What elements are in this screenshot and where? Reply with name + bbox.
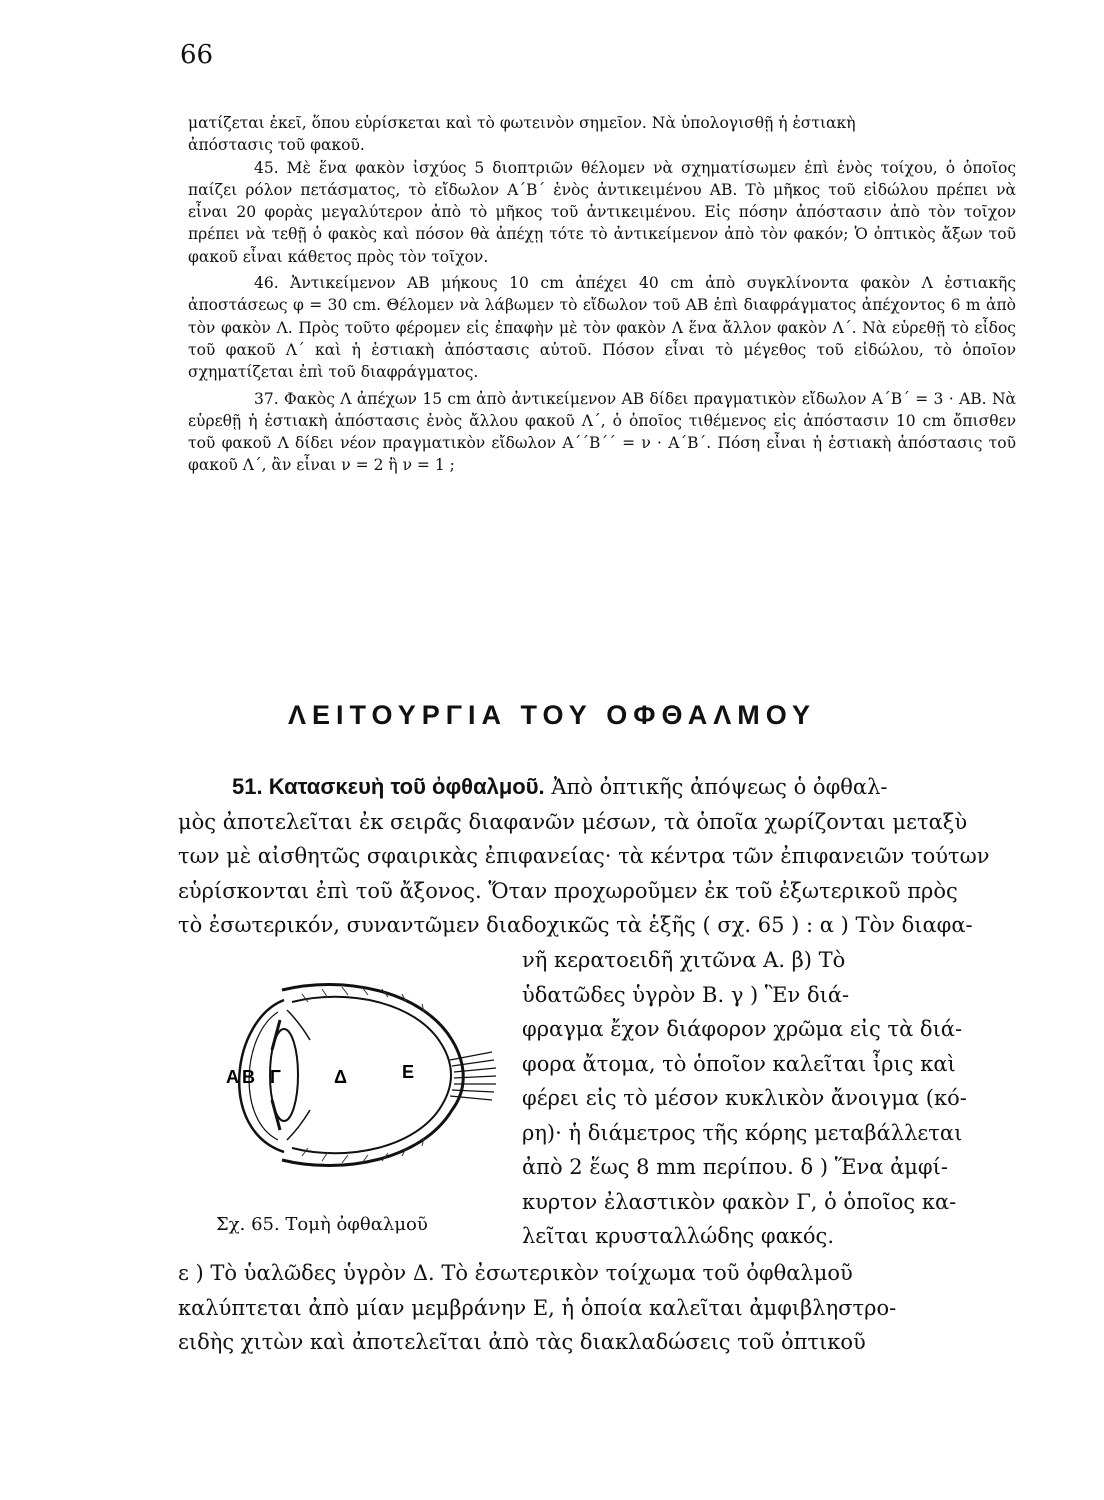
section-line: τὸ ἐσωτερικόν, συναντῶμεν διαδοχικῶς τὰ ἑξῆς ( σχ. 65 ) : α ) Τὸν διαφα- xyxy=(178,913,973,937)
label-cornea: A xyxy=(226,1067,239,1087)
paragraph-line: ματίζεται ἐκεῖ, ὅπου εὑρίσκεται καὶ τὸ φωτεινὸν σημεῖον. Νὰ ὑπολογισθῇ ἡ ἑστιακὴ xyxy=(188,114,856,132)
wrapped-line: φέρει εἰς τὸ μέσον κυκλικὸν ἄνοιγμα (κό- xyxy=(522,1086,967,1110)
section-text-bottom xyxy=(178,1256,1018,1360)
label-vitreous: Δ xyxy=(334,1067,347,1087)
section-line: μὸς ἀποτελεῖται ἐκ σειρᾶς διαφανῶν μέσων, τὰ ὁποῖα χωρίζονται μεταξὺ xyxy=(178,809,968,834)
wrapped-line: φραγμα ἔχον διάφορον χρῶμα εἰς τὰ διά- xyxy=(522,1017,963,1041)
section-title: 51. Κατασκευὴ τοῦ ὀφθαλμοῦ. xyxy=(232,774,545,799)
eye-cross-section-figure xyxy=(192,980,502,1170)
section-line: καλύπτεται ἀπὸ μίαν μεμβράνην Ε, ἡ ὁποία καλεῖται ἀμφιβληστρο- xyxy=(178,1295,897,1320)
paragraph-line: ἀπόστασις τοῦ φακοῦ. xyxy=(188,136,365,155)
exercise-46: 46. Ἀντικείμενον ΑΒ μήκους 10 cm ἀπέχει 40 cm ἀπὸ συγκλίνοντα φακὸν Λ ἑστιακῆς ἀποστάσεως φ = 30 cm. Θέλομεν νὰ λάβωμεν τὸ εἴδωλον τοῦ ΑΒ ἐπὶ διαφράγματος ἀπέχοντος 6 m ἀπὸ τὸν φακὸν Λ. Πρὸς τοῦτο φέρομεν εἰς ἐπαφὴν μὲ τὸν φακὸν Λ ἕνα ἄλλον φακὸν Λ΄. Νὰ εὑρεθῇ τὸ εἶδος τοῦ φακοῦ Λ΄ καὶ ἡ ἑστιακὴ ἀπόστασις αὐτοῦ. Πόσον εἶναι τὸ μέγεθος τοῦ εἰδώλου, τὸ ὁποῖον σχηματίζεται ἐπὶ τοῦ διαφράγματος. xyxy=(188,274,1016,382)
section-line: εὑρίσκονται ἐπὶ τοῦ ἄξονος. Ὅταν προχωροῦμεν ἐκ τοῦ ἐξωτερικοῦ πρὸς xyxy=(178,878,958,903)
wrapped-line: λεῖται κρυσταλλώδης φακός. xyxy=(522,1224,834,1248)
wrapped-line: ἀπὸ 2 ἕως 8 mm περίπου. δ ) Ἕνα ἀμφί- xyxy=(522,1155,948,1179)
label-lens: Γ xyxy=(270,1067,281,1087)
exercise-37: 37. Φακὸς Λ ἀπέχων 15 cm ἀπὸ ἀντικείμενον ΑΒ δίδει πραγματικὸν εἴδωλον Α΄Β΄ = 3 · ΑΒ. Νὰ εὑρεθῇ ἡ ἑστιακὴ ἀπόστασις ἑνὸς ἄλλου φακοῦ Λ΄, ὁ ὁποῖος τιθέμενος εἰς ἀπόστασιν 10 cm ὄπισθεν τοῦ φακοῦ Λ δίδει νέον πραγματικὸν εἴδωλον Α΄΄Β΄΄ = ν · Α΄Β΄. Πόση εἶναι ἡ ἑστιακὴ ἀπόστασις τοῦ φακοῦ Λ΄, ἂν εἶναι ν = 2 ἢ ν = 1 ; xyxy=(188,389,1016,475)
wrapped-line: ρη)· ἡ διάμετρος τῆς κόρης μεταβάλλεται xyxy=(522,1120,963,1145)
label-aqueous: B xyxy=(242,1067,255,1087)
section-line: των μὲ αἰσθητῶς σφαιρικὰς ἐπιφανείας· τὰ κέντρα τῶν ἐπιφανειῶν τούτων xyxy=(178,844,990,868)
page-number: 66 xyxy=(180,40,214,70)
exercise-text xyxy=(188,112,1016,477)
exercise-45: 45. Μὲ ἕνα φακὸν ἰσχύος 5 διοπτριῶν θέλομεν νὰ σχηματίσωμεν ἐπὶ ἑνὸς τοίχου, ὁ ὁποῖος παίζει ρόλον πετάσματος, τὸ εἴδωλον Α΄Β΄ ἑνὸς ἀντικειμένου ΑΒ. Τὸ μῆκος τοῦ εἰδώλου πρέπει νὰ εἶναι 20 φορὰς μεγαλύτερον ἀπὸ τὸ μῆκος τοῦ ἀντικειμένου. Εἰς πόσην ἀπόστασιν ἀπὸ τὸν τοῖχον πρέπει νὰ τεθῇ ὁ φακὸς καὶ πόσον θὰ ἀπέχῃ τότε τὸ ἀντικείμενον ἀπὸ τὸν φακόν; Ὁ ὀπτικὸς ἄξων τοῦ φακοῦ εἶναι κάθετος πρὸς τὸν τοῖχον. xyxy=(188,158,1016,266)
figure-caption: Σχ. 65. Τομὴ ὀφθαλμοῦ xyxy=(216,1214,428,1235)
label-retina: E xyxy=(402,1062,415,1082)
section-line: ειδὴς χιτὼν καὶ ἀποτελεῖται ἀπὸ τὰς διακλαδώσεις τοῦ ὀπτικοῦ xyxy=(178,1330,866,1354)
section-line: 51. Κατασκευὴ τοῦ ὀφθαλμοῦ. Ἀπὸ ὀπτικῆς ἀπόψεως ὁ ὀφθαλ- xyxy=(232,774,888,799)
section-line: ε ) Τὸ ὑαλῶδες ὑγρὸν Δ. Τὸ ἐσωτερικὸν τοίχωμα τοῦ ὀφθαλμοῦ xyxy=(178,1261,853,1285)
wrapped-line: κυρτον ἐλαστικὸν φακὸν Γ, ὁ ὁποῖος κα- xyxy=(522,1189,957,1214)
chapter-heading: ΛΕΙΤΟΥΡΓΙΑ ΤΟΥ ΟΦΘΑΛΜΟΥ xyxy=(288,700,816,730)
wrapped-line: ὑδατῶδες ὑγρὸν Β. γ ) Ἓν διά- xyxy=(522,982,850,1007)
wrapped-line: φορα ἄτομα, τὸ ὁποῖον καλεῖται ἶρις καὶ xyxy=(522,1051,956,1076)
wrapped-line: νῆ κερατοειδῆ χιτῶνα Α. β) Τὸ xyxy=(522,948,846,972)
section-text xyxy=(178,770,1018,943)
wrapped-text xyxy=(522,943,1018,1254)
